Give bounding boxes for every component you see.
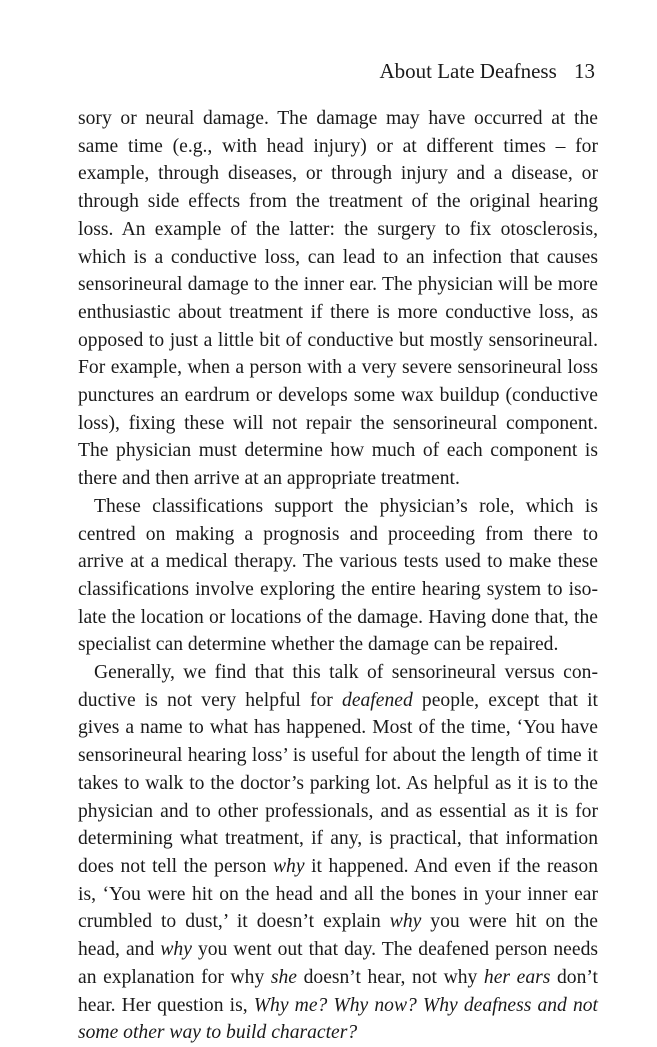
text-run: people, except that it gives a name to what has happened. Most of the time, ‘You have sensorineural hearing loss’ is useful for about the length of time it takes to walk to the doctor’s parking lot. As helpful as it is to the physician and to other professionals, and as essential as it is for determining what treatment, if any, is practical, that information does not tell the person [78, 689, 598, 877]
page-number: 13 [574, 59, 595, 83]
italic-text: deafened [342, 689, 413, 711]
text-run: doesn’t hear, not why [297, 966, 484, 988]
text-run: you were hit on the head, and [78, 911, 598, 961]
italic-text: her ears [483, 966, 551, 988]
text-run: sory or neural damage. The damage may have occurred at the same time (e.g., with head injury) or at different times – for example, through diseases, or through injury and a disease, or through side effects from the treatment of the original hearing loss. An example of the latter: the surgery to fix otosclerosis, which is a conductive loss, can lead to an infection that causes sensorineural damage to the inner ear. The physician will be more enthusiastic about treatment if there is more conductive loss, as opposed to just a little bit of conductive but mostly sensorineural. For example, when a person with a very severe sensorineural loss punctures an eardrum or develops some wax buildup (conductive loss), fixing these will not repair the sensorineural component. The physician must determine how much of each component is there and then arrive at an appropriate treatment. [78, 108, 598, 490]
paragraph [78, 105, 598, 493]
italic-text: she [270, 966, 297, 988]
italic-text: why [160, 939, 192, 961]
text-run: These classifications support the physician’s role, which is centred on making a prognosis and proceeding from there to arrive at a medical therapy. The various tests used to make these classifications involve exploring the entire hearing system to isolate the location or locations of the damage. Having done that, the specialist can determine whether the damage can be repaired. [78, 495, 598, 656]
text-run: you went out that day. The deafened person needs an explanation for why [78, 939, 598, 988]
text-run: don’t hear. Her question is, [78, 966, 598, 1016]
running-head-title: About Late Deafness [379, 59, 557, 83]
paragraph [78, 659, 598, 1047]
text-run: Generally, we find that this talk of sensorineural versus conductive is not very helpful for [78, 662, 598, 711]
italic-text: Why me? Why now? Why deafness and not some other way to build character? [78, 994, 598, 1044]
italic-text: why [272, 855, 305, 877]
paragraph [78, 493, 598, 659]
body-text [78, 105, 598, 1047]
text-run: it happened. And even if the reason is, ‘You were hit on the head and all the bones in your inner ear crumbled to dust,’ it doesn’t explain [78, 855, 599, 933]
italic-text: why [389, 911, 422, 933]
running-head [379, 58, 595, 84]
